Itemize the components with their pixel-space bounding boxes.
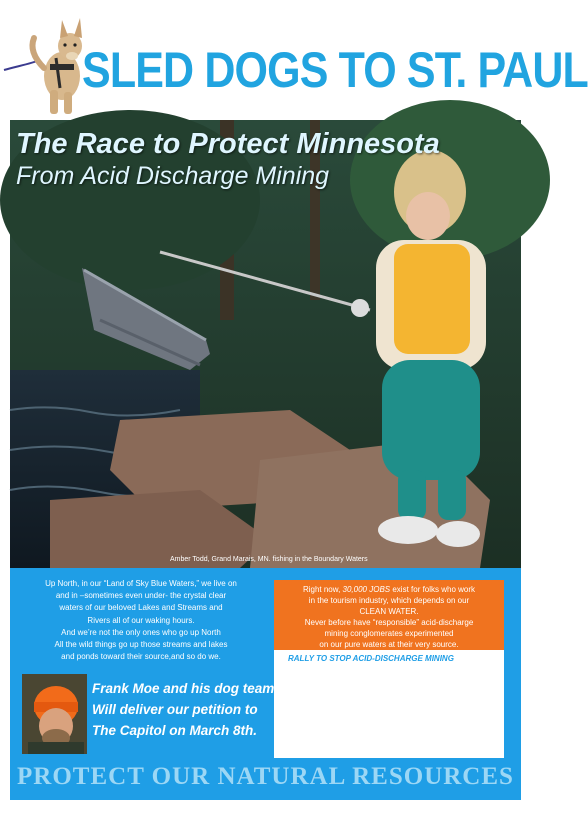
frank-moe-portrait bbox=[22, 674, 87, 754]
photo-subtitle: From Acid Discharge Mining bbox=[16, 162, 330, 190]
jobs-box bbox=[274, 580, 504, 650]
rally-box bbox=[274, 650, 504, 758]
jobs-line: mining conglomerates experimented bbox=[324, 629, 454, 638]
frank-line: Will deliver our petition to bbox=[92, 702, 258, 717]
info-panel bbox=[10, 568, 521, 800]
jobs-line: in the tourism industry, which depends on our bbox=[308, 596, 470, 605]
intro-line: and ponds toward their source,and so do we. bbox=[61, 652, 221, 662]
jobs-line: CLEAN WATER. bbox=[359, 607, 419, 616]
headline: SLED DOGS TO ST. PAUL bbox=[82, 42, 588, 98]
intro-line: and in –sometimes even under- the crystal clear bbox=[55, 591, 227, 601]
frank-line: The Capitol on March 8th. bbox=[92, 723, 258, 738]
intro-line: Rivers all of our waking hours. bbox=[87, 615, 195, 625]
jobs-line-post: exist for folks who work bbox=[390, 585, 476, 594]
jobs-count: 30,000 JOBS bbox=[342, 585, 391, 594]
hero-photo bbox=[10, 120, 521, 568]
intro-line: Up North, in our “Land of Sky Blue Waters,” we live on bbox=[45, 579, 237, 588]
sled-dog-logo bbox=[4, 8, 92, 118]
rally-heading: RALLY TO STOP ACID-DISCHARGE MINING bbox=[288, 654, 454, 663]
person-photo bbox=[22, 674, 87, 754]
footer-slogan: PROTECT OUR NATURAL RESOURCES bbox=[17, 763, 514, 790]
frank-moe-text bbox=[92, 678, 274, 741]
sled-dog-icon bbox=[4, 8, 92, 118]
jobs-line: Never before have “responsible” acid-discharge bbox=[304, 618, 474, 627]
intro-line: All the wild things go up those streams and lakes bbox=[54, 640, 228, 650]
jobs-text bbox=[274, 584, 504, 650]
photo-title: The Race to Protect Minnesota bbox=[16, 128, 440, 160]
jobs-line: on our pure waters at their very source. bbox=[319, 640, 459, 649]
jobs-line bbox=[274, 584, 504, 595]
jobs-line-pre: Right now, bbox=[302, 585, 343, 594]
frank-line: Frank Moe and his dog team bbox=[92, 681, 275, 696]
intro-text bbox=[16, 578, 266, 663]
photo-caption: Amber Todd, Grand Marais, MN. fishing in the Boundary Waters bbox=[170, 556, 368, 563]
intro-line: waters of our beloved Lakes and Streams and bbox=[59, 603, 223, 613]
intro-line: And we’re not the only ones who go up North bbox=[61, 627, 221, 637]
